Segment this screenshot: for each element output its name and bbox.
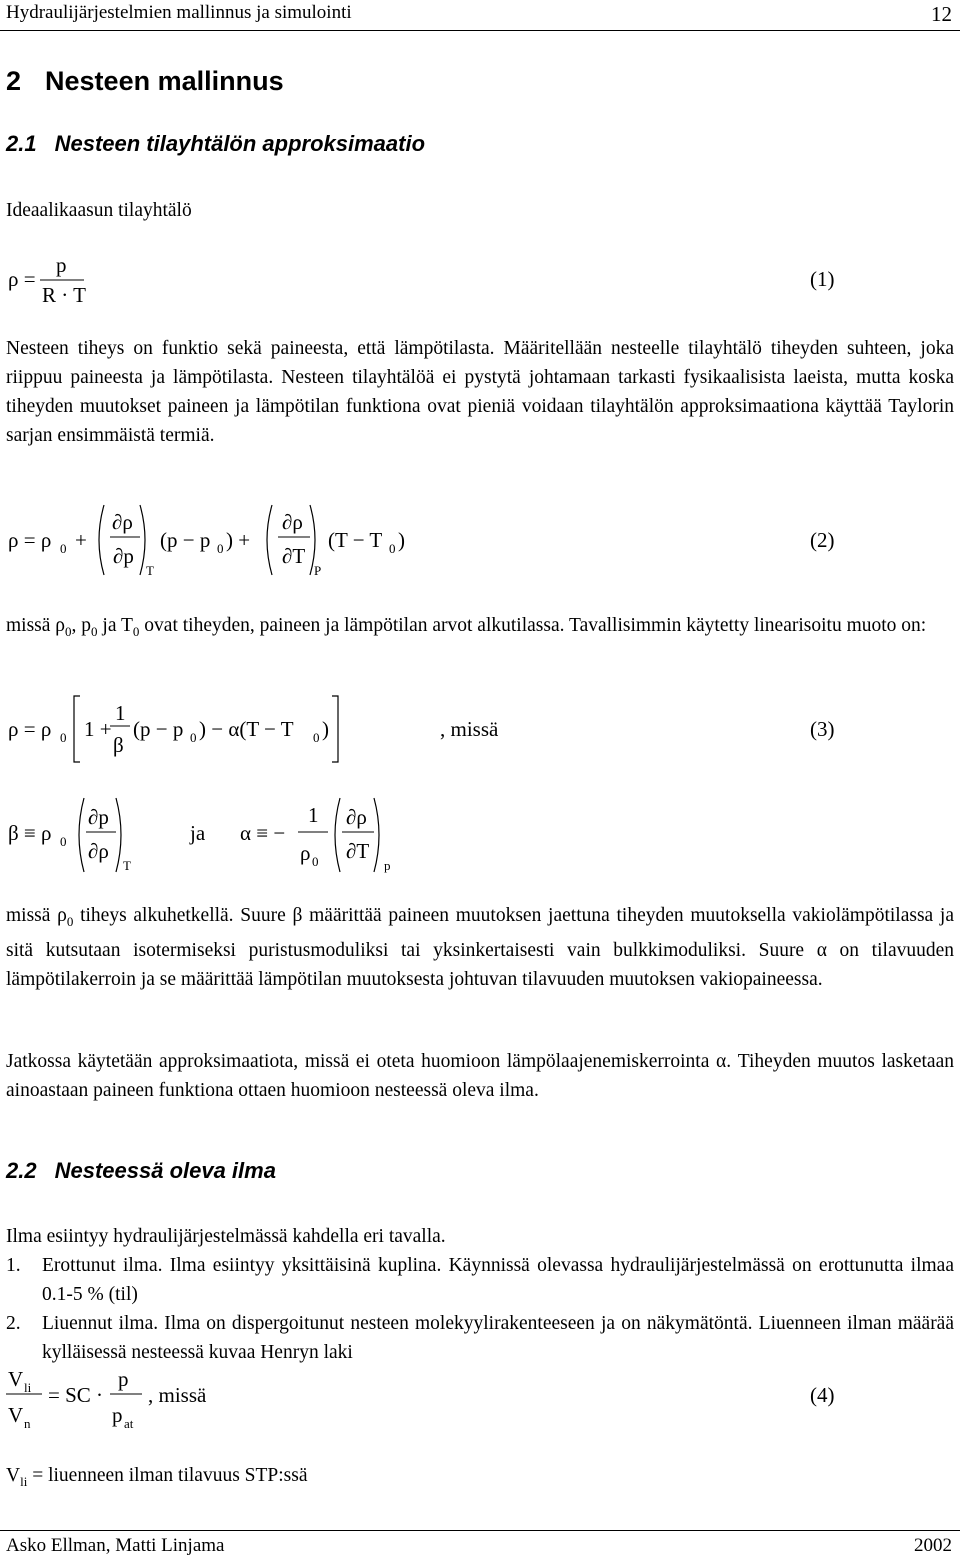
eq1-lhs: ρ = — [8, 267, 36, 291]
list-item-number: 1. — [6, 1255, 21, 1276]
list-item: Erottunut ilma. Ilma esiintyy yksittäisinä kuplina. Käynnissä olevassa hydraulijärjestelmässä on erottunutta ilmaa 0.1-5 % (til) — [42, 1255, 954, 1305]
svg-text:) +: ) + — [226, 528, 251, 552]
paragraph-approximation: Jatkossa käytetään approksimaatiota, missä ei oteta huomioon lämpölaajenemiskerrointa α. Tiheyden muutos lasketaan ainoastaan paineen funktiona ottaen huomioon nesteessä oleva ilma. — [6, 1051, 954, 1101]
footer-rule — [0, 1530, 960, 1531]
svg-text:∂ρ: ∂ρ — [346, 805, 367, 829]
subsection-heading-2-1: 2.1 Nesteen tilayhtälön approksimaatio — [6, 131, 426, 156]
svg-text:0: 0 — [60, 730, 67, 745]
svg-text:0: 0 — [190, 730, 197, 745]
eq1-label: (1) — [810, 267, 835, 291]
svg-text:T: T — [123, 858, 131, 873]
equation-2 — [0, 495, 960, 585]
svg-text:, missä: , missä — [148, 1383, 207, 1407]
paragraph-ideal-gas: Ideaalikaasun tilayhtälö — [6, 200, 192, 221]
svg-text:1 +: 1 + — [84, 717, 112, 741]
svg-text:∂p: ∂p — [88, 805, 109, 829]
svg-text:ja: ja — [190, 821, 206, 845]
footer-year: 2002 — [914, 1535, 952, 1556]
eq3-label: (3) — [810, 717, 835, 741]
svg-text:1: 1 — [308, 803, 319, 827]
svg-text:(T − T: (T − T — [328, 528, 383, 552]
list-item-number: 2. — [6, 1313, 21, 1334]
svg-text:li: li — [24, 1380, 32, 1395]
svg-text:+: + — [75, 528, 87, 552]
equation-3 — [0, 690, 960, 770]
svg-text:n: n — [24, 1416, 31, 1431]
svg-text:∂ρ: ∂ρ — [112, 510, 133, 534]
svg-text:ρ: ρ — [300, 841, 311, 865]
svg-text:∂p: ∂p — [113, 544, 134, 568]
svg-text:∂T: ∂T — [282, 544, 306, 568]
svg-text:0: 0 — [313, 730, 320, 745]
eq1-denominator: R · T — [42, 283, 86, 307]
eq2-lhs: ρ = ρ — [8, 528, 52, 552]
list-item: Liuennut ilma. Ilma on dispergoitunut nesteen molekyylirakenteeseen ja on näkymätöntä. Liuenneen ilman määrää kylläisessä nesteessä kuvaa Henryn laki — [42, 1313, 954, 1363]
svg-text:= SC ·: = SC · — [48, 1383, 104, 1407]
paragraph-bulk-modulus: missä $\rho_0$ tiheys alkuhetkellä. Suure β määrittää paineen muutoksen jaettuna tiheyden muutoksella vakiolämpötilassa ja sitä kutsutaan isotermiseksi puristusmoduliksi tai yksinkertaisesti vain bulkkimoduliksi. Suure α on tilavuuden lämpötilakerroin ja se määrittää lämpötilan muutoksesta johtuvan tilavuuden muutoksen vakiopaineessa. — [6, 905, 954, 990]
svg-text:): ) — [322, 717, 329, 741]
equation-4 — [0, 1362, 960, 1442]
page-number: 12 — [931, 2, 952, 26]
paragraph-air-intro: Ilma esiintyy hydraulijärjestelmässä kahdella eri tavalla. — [6, 1226, 446, 1247]
svg-text:0: 0 — [217, 541, 224, 556]
svg-text:β: β — [113, 733, 124, 757]
svg-text:, missä: , missä — [440, 717, 499, 741]
svg-text:at: at — [124, 1416, 134, 1431]
footer-authors: Asko Ellman, Matti Linjama — [6, 1535, 225, 1556]
svg-text:0: 0 — [60, 541, 67, 556]
svg-text:0: 0 — [389, 541, 396, 556]
eq1-numerator: p — [56, 253, 67, 277]
svg-text:1: 1 — [115, 701, 126, 725]
svg-text:∂ρ: ∂ρ — [88, 839, 109, 863]
paragraph-density-function: Nesteen tiheys on funktio sekä paineesta, että lämpötilasta. Määritellään nesteelle tilayhtälö tiheyden suhteen, joka riippuu paineesta ja lämpötilasta. Nesteen tilayhtälöä ei pystytä johtamaan tarkasti fysikaalisista laeista, mutta koska tiheyden muutokset paineen ja lämpötilan funktiona ovat pieniä voidaan tilayhtälön approksimaationa käyttää Taylorin sarjan ensimmäistä termiä. — [6, 338, 954, 446]
svg-text:T: T — [146, 563, 154, 578]
equation-definitions — [0, 790, 960, 880]
equation-1 — [0, 250, 960, 310]
svg-text:V: V — [8, 1403, 24, 1427]
svg-text:p: p — [118, 1367, 129, 1391]
header-rule — [0, 30, 960, 31]
svg-text:) − α(T − T: ) − α(T − T — [199, 717, 294, 741]
svg-text:α ≡ −: α ≡ − — [240, 821, 286, 845]
svg-text:P: P — [314, 563, 322, 578]
running-header-title: Hydraulijärjestelmien mallinnus ja simulointi — [6, 2, 352, 23]
svg-text:(p − p: (p − p — [133, 717, 184, 741]
section-heading: 2 Nesteen mallinnus — [6, 66, 284, 96]
svg-text:0: 0 — [312, 854, 319, 869]
paragraph-vli-definition: $V_{li}$ = liuenneen ilman tilavuus STP:ssä — [6, 1465, 308, 1489]
eq4-label: (4) — [810, 1383, 835, 1407]
subsection-heading-2-2: 2.2 Nesteessä oleva ilma — [6, 1158, 276, 1183]
svg-text:(p − p: (p − p — [160, 528, 211, 552]
svg-text:0: 0 — [60, 834, 67, 849]
svg-text:∂ρ: ∂ρ — [282, 510, 303, 534]
eq2-label: (2) — [810, 528, 835, 552]
paragraph-initial-values: missä $\rho_0$, $p_0$ ja $T_0$ ovat tiheyden, paineen ja lämpötilan arvot alkutilassa. Tavallisimmin käytetty linearisoitu muoto on: — [6, 615, 927, 639]
svg-text:ρ = ρ: ρ = ρ — [8, 717, 52, 741]
svg-text:p: p — [112, 1403, 123, 1427]
svg-text:p: p — [384, 858, 391, 873]
svg-text:): ) — [398, 528, 405, 552]
svg-text:V: V — [8, 1367, 24, 1391]
svg-text:∂T: ∂T — [346, 839, 370, 863]
svg-text:β ≡ ρ: β ≡ ρ — [8, 821, 52, 845]
